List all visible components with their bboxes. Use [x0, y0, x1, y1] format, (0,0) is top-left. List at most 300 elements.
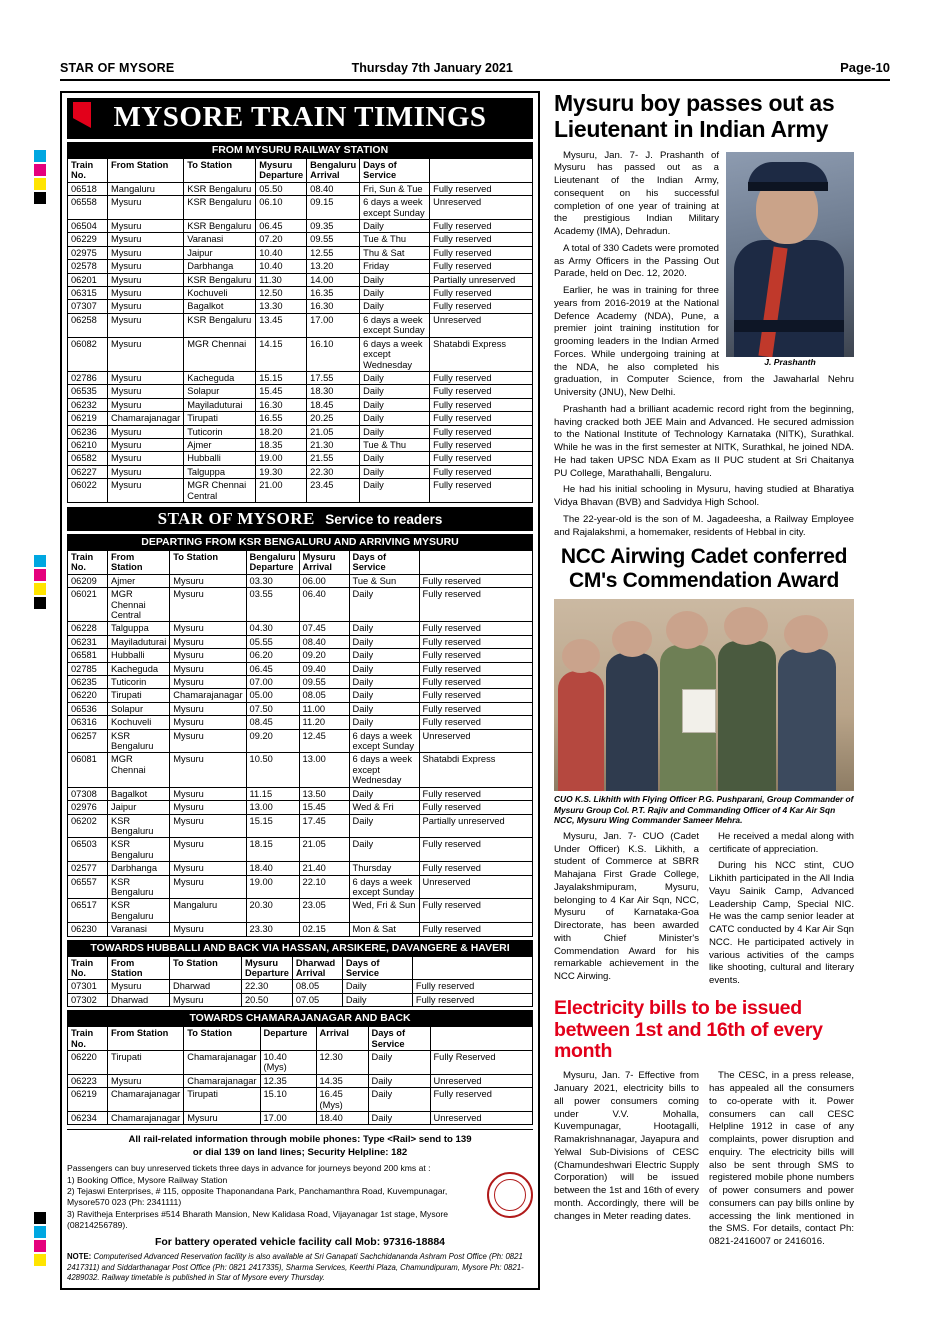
cell-arrival-time: 08.40	[299, 635, 349, 648]
cell-to-station: Jaipur	[184, 246, 256, 259]
col-reservation	[430, 159, 533, 183]
cell-from-station: KSR Bengaluru	[108, 729, 170, 753]
cell-arrival-time: 21.05	[299, 838, 349, 862]
flag-icon	[73, 102, 91, 128]
sor-tagline: Service to readers	[325, 511, 443, 527]
cell-train-no: 06503	[68, 838, 108, 862]
cell-arrival-time: 11.20	[299, 716, 349, 729]
cell-departure-time: 16.55	[256, 412, 307, 425]
cell-reservation-status: Fully reserved	[430, 246, 533, 259]
cell-reservation-status: Fully reserved	[430, 220, 533, 233]
cell-to-station: Mangaluru	[170, 899, 246, 923]
cell-train-no: 06219	[68, 412, 108, 425]
cell-train-no: 06231	[68, 635, 108, 648]
table-row	[68, 923, 533, 936]
cell-reservation-status: Fully reserved	[419, 716, 532, 729]
cell-from-station: Mangaluru	[108, 182, 184, 195]
army-para-4: Prashanth had a brilliant academic record right from the beginning, having cracked both JEE Main and Advanced. He secured admission to the National Institute of Technology Karnataka (NITK), Surathkal. While he was in the first semester at NITK, Surathkal, he joined NDA. He had taken UPSC NDA Exam as II PUC student at Sri Chaitanya PU College, Marathahalli, Bengaluru.	[554, 403, 854, 479]
cell-reservation-status: Fully reserved	[419, 622, 532, 635]
prashanth-photo-caption: J. Prashanth	[764, 356, 816, 367]
cell-reservation-status: Fully reserved	[430, 412, 533, 425]
cell-departure-time: 21.00	[256, 479, 307, 503]
cell-days-of-service: 6 days a week except Sunday	[349, 875, 419, 899]
cell-from-station: KSR Bengaluru	[108, 899, 170, 923]
cell-reservation-status: Shatabdi Express	[419, 753, 532, 787]
cell-reservation-status: Fully reserved	[430, 479, 533, 503]
cell-arrival-time: 20.25	[307, 412, 360, 425]
article-army	[554, 91, 854, 539]
cell-from-station: Mysuru	[108, 980, 170, 993]
table-row	[68, 313, 533, 337]
cell-to-station: KSR Bengaluru	[184, 273, 256, 286]
cell-reservation-status: Fully reserved	[430, 385, 533, 398]
cell-from-station: Mysuru	[108, 273, 184, 286]
table-row	[68, 425, 533, 438]
cell-train-no: 06202	[68, 814, 108, 838]
table-row	[68, 220, 533, 233]
cell-from-station: MGR Chennai Central	[108, 588, 170, 622]
cell-to-station: Tirupati	[184, 1088, 260, 1112]
cell-departure-time: 06.20	[246, 649, 299, 662]
col-train-no: Train No.	[68, 1027, 108, 1051]
cell-from-station: Mysuru	[108, 300, 184, 313]
table-row	[68, 980, 533, 993]
cell-reservation-status: Unreserved	[419, 729, 532, 753]
cell-arrival-time: 21.05	[307, 425, 360, 438]
table-row	[68, 233, 533, 246]
cell-departure-time: 20.50	[242, 993, 293, 1006]
cell-reservation-status: Fully reserved	[419, 787, 532, 800]
cell-departure-time: 04.30	[246, 622, 299, 635]
cell-reservation-status: Fully reserved	[430, 182, 533, 195]
col-reservation	[430, 1027, 533, 1051]
cell-arrival-time: 12.30	[316, 1051, 368, 1075]
cell-train-no: 06220	[68, 689, 108, 702]
cell-from-station: KSR Bengaluru	[108, 875, 170, 899]
table-row	[68, 182, 533, 195]
table-row	[68, 676, 533, 689]
rail-info-line1: All rail-related information through mobile phones: Type <Rail> send to 139	[128, 1134, 472, 1146]
cell-days-of-service: Daily	[349, 838, 419, 862]
cell-departure-time: 15.45	[256, 385, 307, 398]
cell-departure-time: 23.30	[246, 923, 299, 936]
cell-from-station: Mysuru	[108, 196, 184, 220]
cell-days-of-service: Daily	[360, 385, 430, 398]
cell-departure-time: 07.00	[246, 676, 299, 689]
cell-reservation-status: Shatabdi Express	[430, 337, 533, 371]
table-header-row	[68, 550, 533, 574]
cell-arrival-time: 17.00	[307, 313, 360, 337]
cell-arrival-time: 21.55	[307, 452, 360, 465]
cell-reservation-status: Fully reserved	[430, 452, 533, 465]
train-timings-box	[60, 91, 540, 1290]
cell-to-station: Mysuru	[170, 801, 246, 814]
passengers-line: Passengers can buy unreserved tickets three days in advance for journeys beyond 200 kms at :	[67, 1163, 431, 1174]
cell-to-station: Mysuru	[170, 662, 246, 675]
cell-from-station: MGR Chennai	[108, 753, 170, 787]
col-days: Days of Service	[342, 956, 412, 980]
cell-departure-time: 18.40	[246, 862, 299, 875]
cell-arrival-time: 08.05	[292, 980, 342, 993]
cell-reservation-status: Fully reserved	[419, 899, 532, 923]
cell-to-station: Mysuru	[170, 862, 246, 875]
cell-train-no: 07307	[68, 300, 108, 313]
registration-marks-top	[34, 150, 46, 206]
cell-from-station: Mysuru	[108, 479, 184, 503]
cell-days-of-service: Daily	[360, 287, 430, 300]
cell-departure-time: 10.40 (Mys)	[260, 1051, 316, 1075]
cell-departure-time: 10.40	[256, 246, 307, 259]
cell-train-no: 06315	[68, 287, 108, 300]
cell-to-station: Dharwad	[170, 980, 242, 993]
cell-to-station: Mysuru	[170, 993, 242, 1006]
table-row	[68, 452, 533, 465]
office-3: 3) Ravitheja Enterprises #514 Bharath Mansion, New Kalidasa Road, Vijayanagar 1st stage, Mysore (08214256789).	[67, 1208, 449, 1231]
col-days: Days of Service	[360, 159, 430, 183]
cell-reservation-status: Fully reserved	[419, 635, 532, 648]
cell-from-station: Mysuru	[108, 220, 184, 233]
cell-days-of-service: 6 days a week except Sunday	[360, 313, 430, 337]
cell-arrival-time: 09.55	[307, 233, 360, 246]
sor-brand: STAR OF MYSORE	[157, 508, 315, 528]
cell-days-of-service: Daily	[349, 622, 419, 635]
cell-to-station: Varanasi	[184, 233, 256, 246]
cell-departure-time: 19.00	[246, 875, 299, 899]
cell-arrival-time: 12.55	[307, 246, 360, 259]
col-arrival: Arrival	[316, 1027, 368, 1051]
table-row	[68, 398, 533, 411]
cell-reservation-status: Fully reserved	[412, 980, 532, 993]
cell-departure-time: 07.50	[246, 702, 299, 715]
table-row	[68, 662, 533, 675]
table-row	[68, 635, 533, 648]
table-row	[68, 1074, 533, 1087]
cell-reservation-status: Fully reserved	[430, 287, 533, 300]
table-row	[68, 862, 533, 875]
cell-train-no: 06581	[68, 649, 108, 662]
cell-arrival-time: 16.35	[307, 287, 360, 300]
table-hubballi	[67, 956, 533, 1008]
cell-train-no: 06228	[68, 622, 108, 635]
cell-train-no: 06535	[68, 385, 108, 398]
cell-departure-time: 14.15	[256, 337, 307, 371]
cell-reservation-status: Fully reserved	[412, 993, 532, 1006]
cell-train-no: 06229	[68, 233, 108, 246]
table-from-ksr-bengaluru	[67, 550, 533, 937]
cell-train-no: 06021	[68, 588, 108, 622]
cell-days-of-service: Daily	[360, 398, 430, 411]
cell-arrival-time: 13.50	[299, 787, 349, 800]
cell-train-no: 02577	[68, 862, 108, 875]
cell-to-station: Mayiladuturai	[184, 398, 256, 411]
note-text: Computerised Advanced Reservation facility is also available at Sri Ganapati Sachchidananda Ashram Post Office (Ph: 0821 2417311) and Siddarthanagar Post Office (Ph: 0821 2417335), Sharma Services, Keerthi Plaza, Chamundipuram, Mysore Ph: 0821-4289032. Railway timetable is published in Star of Mysore every Thursday.	[67, 1252, 524, 1282]
train-timings-title	[67, 98, 533, 139]
cell-days-of-service: 6 days a week except Wednesday	[349, 753, 419, 787]
table-row	[68, 371, 533, 384]
col-reservation	[419, 550, 532, 574]
table-row	[68, 1051, 533, 1075]
cell-from-station: Mysuru	[108, 385, 184, 398]
cell-train-no: 07302	[68, 993, 108, 1006]
cell-days-of-service: Daily	[368, 1074, 430, 1087]
cell-departure-time: 06.45	[256, 220, 307, 233]
army-para-5: He had his initial schooling in Mysuru, having studied at Bharatiya Vidya Bhavan (BVB) and Sadvidya High School.	[554, 484, 854, 508]
cell-to-station: Tuticorin	[184, 425, 256, 438]
cell-to-station: Mysuru	[170, 676, 246, 689]
cell-departure-time: 15.15	[256, 371, 307, 384]
railway-seal-icon	[487, 1172, 533, 1218]
cell-reservation-status: Fully reserved	[419, 676, 532, 689]
office-2: 2) Tejaswi Enterprises, # 115, opposite Thaponandana Park, Panchamanthra Road, Kuvempunagar, Mysore570 023 (Ph: 2341111)	[67, 1186, 448, 1208]
article-ncc	[554, 545, 854, 990]
cell-to-station: Talguppa	[184, 465, 256, 478]
electricity-headline: Electricity bills to be issued between 1st and 16th of every month	[554, 996, 823, 1063]
col-days: Days of Service	[368, 1027, 430, 1051]
col-from: From Station	[108, 550, 170, 574]
cell-reservation-status: Fully reserved	[430, 438, 533, 451]
table-row	[68, 337, 533, 371]
cell-reservation-status: Fully Reserved	[430, 1051, 533, 1075]
cell-departure-time: 03.55	[246, 588, 299, 622]
table-row	[68, 689, 533, 702]
cell-arrival-time: 14.00	[307, 273, 360, 286]
train-timings-column	[60, 91, 540, 1290]
cell-days-of-service: Daily	[349, 635, 419, 648]
cell-to-station: Mysuru	[170, 635, 246, 648]
cell-departure-time: 12.50	[256, 287, 307, 300]
cell-reservation-status: Fully reserved	[419, 801, 532, 814]
section-band-from-ksr: DEPARTING FROM KSR BENGALURU AND ARRIVING MYSURU	[67, 534, 533, 550]
table-row	[68, 465, 533, 478]
cell-to-station: Chamarajanagar	[170, 689, 246, 702]
cell-departure-time: 13.30	[256, 300, 307, 313]
cell-to-station: Mysuru	[170, 875, 246, 899]
cell-to-station: MGR Chennai Central	[184, 479, 256, 503]
table-row	[68, 246, 533, 259]
cell-arrival-time: 09.35	[307, 220, 360, 233]
cell-days-of-service: Daily	[360, 465, 430, 478]
cell-arrival-time: 13.00	[299, 753, 349, 787]
table-row	[68, 385, 533, 398]
cell-reservation-status: Unreserved	[430, 313, 533, 337]
cell-arrival-time: 09.40	[299, 662, 349, 675]
cell-days-of-service: Daily	[368, 1088, 430, 1112]
cell-days-of-service: Wed, Fri & Sun	[349, 899, 419, 923]
cell-departure-time: 12.35	[260, 1074, 316, 1087]
cell-arrival-time: 17.55	[307, 371, 360, 384]
cell-from-station: Jaipur	[108, 801, 170, 814]
cell-from-station: Mysuru	[108, 425, 184, 438]
rail-info-note	[67, 1129, 533, 1159]
cell-departure-time: 18.35	[256, 438, 307, 451]
cell-days-of-service: Daily	[360, 452, 430, 465]
cell-from-station: Mysuru	[108, 246, 184, 259]
electricity-body	[554, 1070, 854, 1249]
cell-reservation-status: Fully reserved	[419, 862, 532, 875]
reservation-note	[67, 1252, 533, 1282]
table-row	[68, 287, 533, 300]
cell-departure-time: 19.00	[256, 452, 307, 465]
cell-arrival-time: 11.00	[299, 702, 349, 715]
cell-arrival-time: 15.45	[299, 801, 349, 814]
cell-days-of-service: Daily	[368, 1112, 430, 1125]
table-row	[68, 1112, 533, 1125]
table-row	[68, 838, 533, 862]
cell-from-station: KSR Bengaluru	[108, 838, 170, 862]
cell-departure-time: 20.30	[246, 899, 299, 923]
cell-arrival-time: 21.40	[299, 862, 349, 875]
col-departure: Mysuru Departure	[256, 159, 307, 183]
table-row	[68, 588, 533, 622]
table-row	[68, 649, 533, 662]
cell-train-no: 06236	[68, 425, 108, 438]
cell-to-station: Ajmer	[184, 438, 256, 451]
cell-days-of-service: Daily	[360, 479, 430, 503]
col-arrival: Mysuru Arrival	[299, 550, 349, 574]
cell-arrival-time: 06.40	[299, 588, 349, 622]
col-train-no: Train No.	[68, 550, 108, 574]
cell-days-of-service: Daily	[360, 300, 430, 313]
col-to: To Station	[184, 1027, 260, 1051]
table-header-row	[68, 1027, 533, 1051]
cell-arrival-time: 13.20	[307, 260, 360, 273]
article-electricity	[554, 998, 854, 1249]
col-to: To Station	[170, 550, 246, 574]
cell-arrival-time: 18.30	[307, 385, 360, 398]
cell-reservation-status: Fully reserved	[419, 574, 532, 587]
cell-reservation-status: Fully reserved	[430, 371, 533, 384]
cell-arrival-time: 02.15	[299, 923, 349, 936]
issue-date: Thursday 7th January 2021	[351, 61, 513, 75]
cell-to-station: Mysuru	[170, 787, 246, 800]
col-departure: Bengaluru Departure	[246, 550, 299, 574]
cell-to-station: KSR Bengaluru	[184, 182, 256, 195]
cell-from-station: Chamarajanagar	[108, 1112, 184, 1125]
page-number: Page-10	[840, 60, 890, 75]
cell-train-no: 06232	[68, 398, 108, 411]
table-row	[68, 729, 533, 753]
cell-from-station: Tuticorin	[108, 676, 170, 689]
ncc-group-photo	[554, 599, 854, 791]
cell-days-of-service: Fri, Sun & Tue	[360, 182, 430, 195]
ncc-para-1: Mysuru, Jan. 7- CUO (Cadet Under Officer) K.S. Likhith, a student of Commerce at SBRR Mahajana First Grade College, Jayalakshmipuram, Mysuru, belonging to 4 Kar Air Sqn, NCC, Mysuru of Karnataka-Goa Directorate, has been awarded with Chief Minister's Commendation Award for his remarkable achievement in the NCC Airwing.	[554, 830, 699, 983]
cell-to-station: KSR Bengaluru	[184, 220, 256, 233]
cell-arrival-time: 22.10	[299, 875, 349, 899]
cell-departure-time: 06.10	[256, 196, 307, 220]
cell-from-station: Chamarajanagar	[108, 412, 184, 425]
army-headline: Mysuru boy passes out as Lieutenant in Indian Army	[554, 90, 835, 142]
cell-from-station: Mayiladuturai	[108, 635, 170, 648]
cell-departure-time: 05.55	[246, 635, 299, 648]
cell-from-station: KSR Bengaluru	[108, 814, 170, 838]
cell-from-station: Dharwad	[108, 993, 170, 1006]
cell-from-station: Mysuru	[108, 233, 184, 246]
publication-name: STAR OF MYSORE	[60, 61, 175, 75]
cell-to-station: Mysuru	[170, 729, 246, 753]
cell-reservation-status: Partially unreserved	[430, 273, 533, 286]
col-departure: Mysuru Departure	[242, 956, 293, 980]
cell-reservation-status: Fully reserved	[430, 465, 533, 478]
battery-vehicle-note: For battery operated vehicle facility call Mob: 97316-18884	[154, 1236, 446, 1249]
cell-reservation-status: Fully reserved	[419, 838, 532, 862]
cell-train-no: 06234	[68, 1112, 108, 1125]
cell-to-station: Mysuru	[170, 574, 246, 587]
cell-days-of-service: Tue & Sun	[349, 574, 419, 587]
registration-marks-mid	[34, 555, 46, 611]
cell-reservation-status: Fully reserved	[419, 588, 532, 622]
table-row	[68, 875, 533, 899]
col-from: From Station	[108, 1027, 184, 1051]
cell-arrival-time: 12.45	[299, 729, 349, 753]
cell-to-station: KSR Bengaluru	[184, 196, 256, 220]
cell-to-station: Mysuru	[170, 814, 246, 838]
cell-days-of-service: Daily	[360, 425, 430, 438]
cell-train-no: 06518	[68, 182, 108, 195]
cell-departure-time: 15.10	[260, 1088, 316, 1112]
cell-departure-time: 10.50	[246, 753, 299, 787]
section-band-hubballi: TOWARDS HUBBALLI AND BACK VIA HASSAN, ARSIKERE, DAVANGERE & HAVERI	[67, 940, 533, 956]
cell-arrival-time: 09.55	[299, 676, 349, 689]
cell-reservation-status: Fully reserved	[430, 425, 533, 438]
cell-arrival-time: 21.30	[307, 438, 360, 451]
cell-reservation-status: Fully reserved	[419, 923, 532, 936]
cell-departure-time: 16.30	[256, 398, 307, 411]
cell-train-no: 06504	[68, 220, 108, 233]
cell-to-station: Mysuru	[170, 588, 246, 622]
cell-to-station: Darbhanga	[184, 260, 256, 273]
cell-days-of-service: Daily	[349, 716, 419, 729]
cell-train-no: 07308	[68, 787, 108, 800]
cell-reservation-status: Fully reserved	[430, 300, 533, 313]
cell-train-no: 06082	[68, 337, 108, 371]
cell-days-of-service: Wed & Fri	[349, 801, 419, 814]
col-departure: Departure	[260, 1027, 316, 1051]
col-to: To Station	[184, 159, 256, 183]
cell-days-of-service: Daily	[349, 662, 419, 675]
cell-days-of-service: Tue & Thu	[360, 438, 430, 451]
table-row	[68, 801, 533, 814]
cell-train-no: 06230	[68, 923, 108, 936]
cell-arrival-time: 06.00	[299, 574, 349, 587]
cell-train-no: 06209	[68, 574, 108, 587]
section-band-from-mysuru: FROM MYSURU RAILWAY STATION	[67, 142, 533, 158]
cell-days-of-service: Daily	[360, 220, 430, 233]
office-1: 1) Booking Office, Mysore Railway Station	[67, 1174, 228, 1185]
cell-departure-time: 08.45	[246, 716, 299, 729]
cell-from-station: Kochuveli	[108, 716, 170, 729]
cell-to-station: Mysuru	[170, 702, 246, 715]
prashanth-photo	[726, 152, 854, 357]
table-row	[68, 716, 533, 729]
cell-arrival-time: 08.40	[307, 182, 360, 195]
cell-from-station: Kacheguda	[108, 662, 170, 675]
col-arrival: Bengaluru Arrival	[307, 159, 360, 183]
cell-reservation-status: Fully reserved	[430, 260, 533, 273]
cell-train-no: 06517	[68, 899, 108, 923]
cell-train-no: 02785	[68, 662, 108, 675]
cell-reservation-status: Partially unreserved	[419, 814, 532, 838]
cell-train-no: 06582	[68, 452, 108, 465]
cell-from-station: Mysuru	[108, 438, 184, 451]
cell-train-no: 02975	[68, 246, 108, 259]
cell-train-no: 07301	[68, 980, 108, 993]
table-row	[68, 622, 533, 635]
cell-arrival-time: 23.05	[299, 899, 349, 923]
ncc-para-2: He received a medal along with certificate of appreciation.	[709, 830, 854, 855]
cell-train-no: 06227	[68, 465, 108, 478]
cell-to-station: Mysuru	[170, 753, 246, 787]
cell-reservation-status: Fully reserved	[430, 1088, 533, 1112]
